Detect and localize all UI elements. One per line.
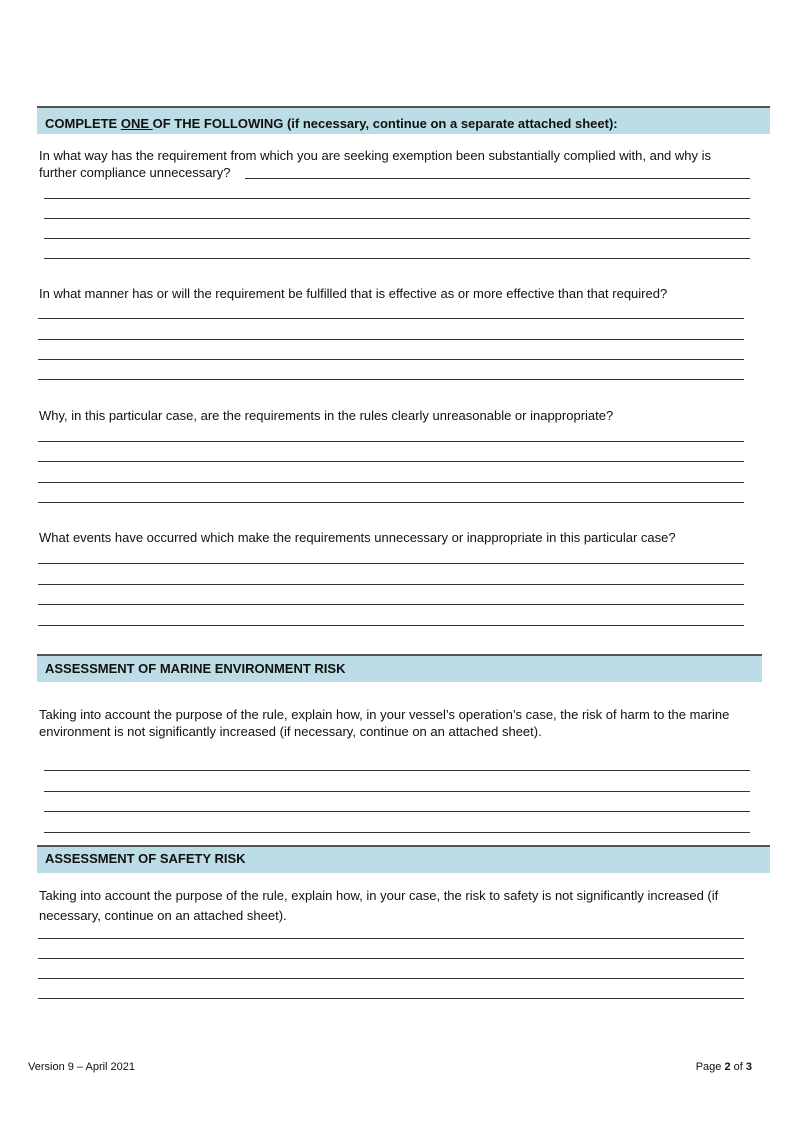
total-pages: 3: [745, 1061, 752, 1073]
answer-line[interactable]: [38, 461, 744, 462]
answer-line[interactable]: [38, 998, 744, 999]
answer-line[interactable]: [44, 811, 750, 812]
question-3: Why, in this particular case, are the requirements in the rules clearly unreasonable or inappropriate?: [39, 408, 614, 423]
instruction-text: Taking into account the purpose of the rule, explain how, in your case, the risk to safety is not significantly increased (if: [39, 888, 719, 903]
answer-line[interactable]: [38, 584, 744, 585]
question-2: In what manner has or will the requirement be fulfilled that is effective as or more effective than that required?: [39, 286, 668, 301]
answer-line[interactable]: [44, 791, 750, 792]
question-1: [39, 147, 711, 181]
answer-line[interactable]: [44, 770, 750, 771]
question-text: further compliance unnecessary?: [39, 165, 231, 180]
instruction-text: Taking into account the purpose of the rule, explain how, in your vessel’s operation’s case, the risk of harm to the marine: [39, 707, 730, 722]
answer-line[interactable]: [38, 359, 744, 360]
section-heading: ASSESSMENT OF MARINE ENVIRONMENT RISK: [45, 661, 346, 676]
section-heading: ASSESSMENT OF SAFETY RISK: [45, 851, 246, 866]
heading-text: COMPLETE: [45, 116, 121, 131]
answer-line[interactable]: [38, 482, 744, 483]
safety-risk-instructions: [39, 886, 718, 926]
answer-line[interactable]: [44, 832, 750, 833]
answer-line[interactable]: [38, 625, 744, 626]
answer-line[interactable]: [38, 938, 744, 939]
section-heading: [45, 116, 618, 132]
heading-emphasis: ONE: [120, 116, 153, 131]
current-page: 2: [724, 1061, 731, 1073]
answer-line[interactable]: [38, 379, 744, 380]
page-label: Page: [695, 1061, 725, 1073]
answer-line[interactable]: [38, 604, 744, 605]
answer-line[interactable]: [38, 318, 744, 319]
answer-line[interactable]: [38, 958, 744, 959]
instruction-text: environment is not significantly increased (if necessary, continue on an attached sheet).: [39, 724, 542, 739]
answer-line[interactable]: [38, 978, 744, 979]
footer-page-number: [696, 1061, 752, 1073]
heading-text: OF THE FOLLOWING (if necessary, continue on a separate attached sheet):: [152, 116, 618, 131]
answer-line[interactable]: [44, 218, 750, 219]
answer-line[interactable]: [44, 238, 750, 239]
answer-line[interactable]: [38, 563, 744, 564]
answer-line[interactable]: [44, 198, 750, 199]
footer-version: Version 9 – April 2021: [28, 1061, 136, 1073]
question-4: What events have occurred which make the requirements unnecessary or inappropriate in this particular case?: [39, 530, 676, 545]
answer-line[interactable]: [38, 339, 744, 340]
answer-line[interactable]: [38, 441, 744, 442]
answer-line[interactable]: [245, 178, 750, 179]
answer-line[interactable]: [44, 258, 750, 259]
page-label: of: [730, 1061, 746, 1073]
instruction-text: necessary, continue on an attached sheet).: [39, 908, 287, 923]
answer-line[interactable]: [38, 502, 744, 503]
marine-risk-instructions: [39, 706, 729, 740]
question-text: In what way has the requirement from which you are seeking exemption been substantially complied with, and why is: [39, 148, 712, 163]
